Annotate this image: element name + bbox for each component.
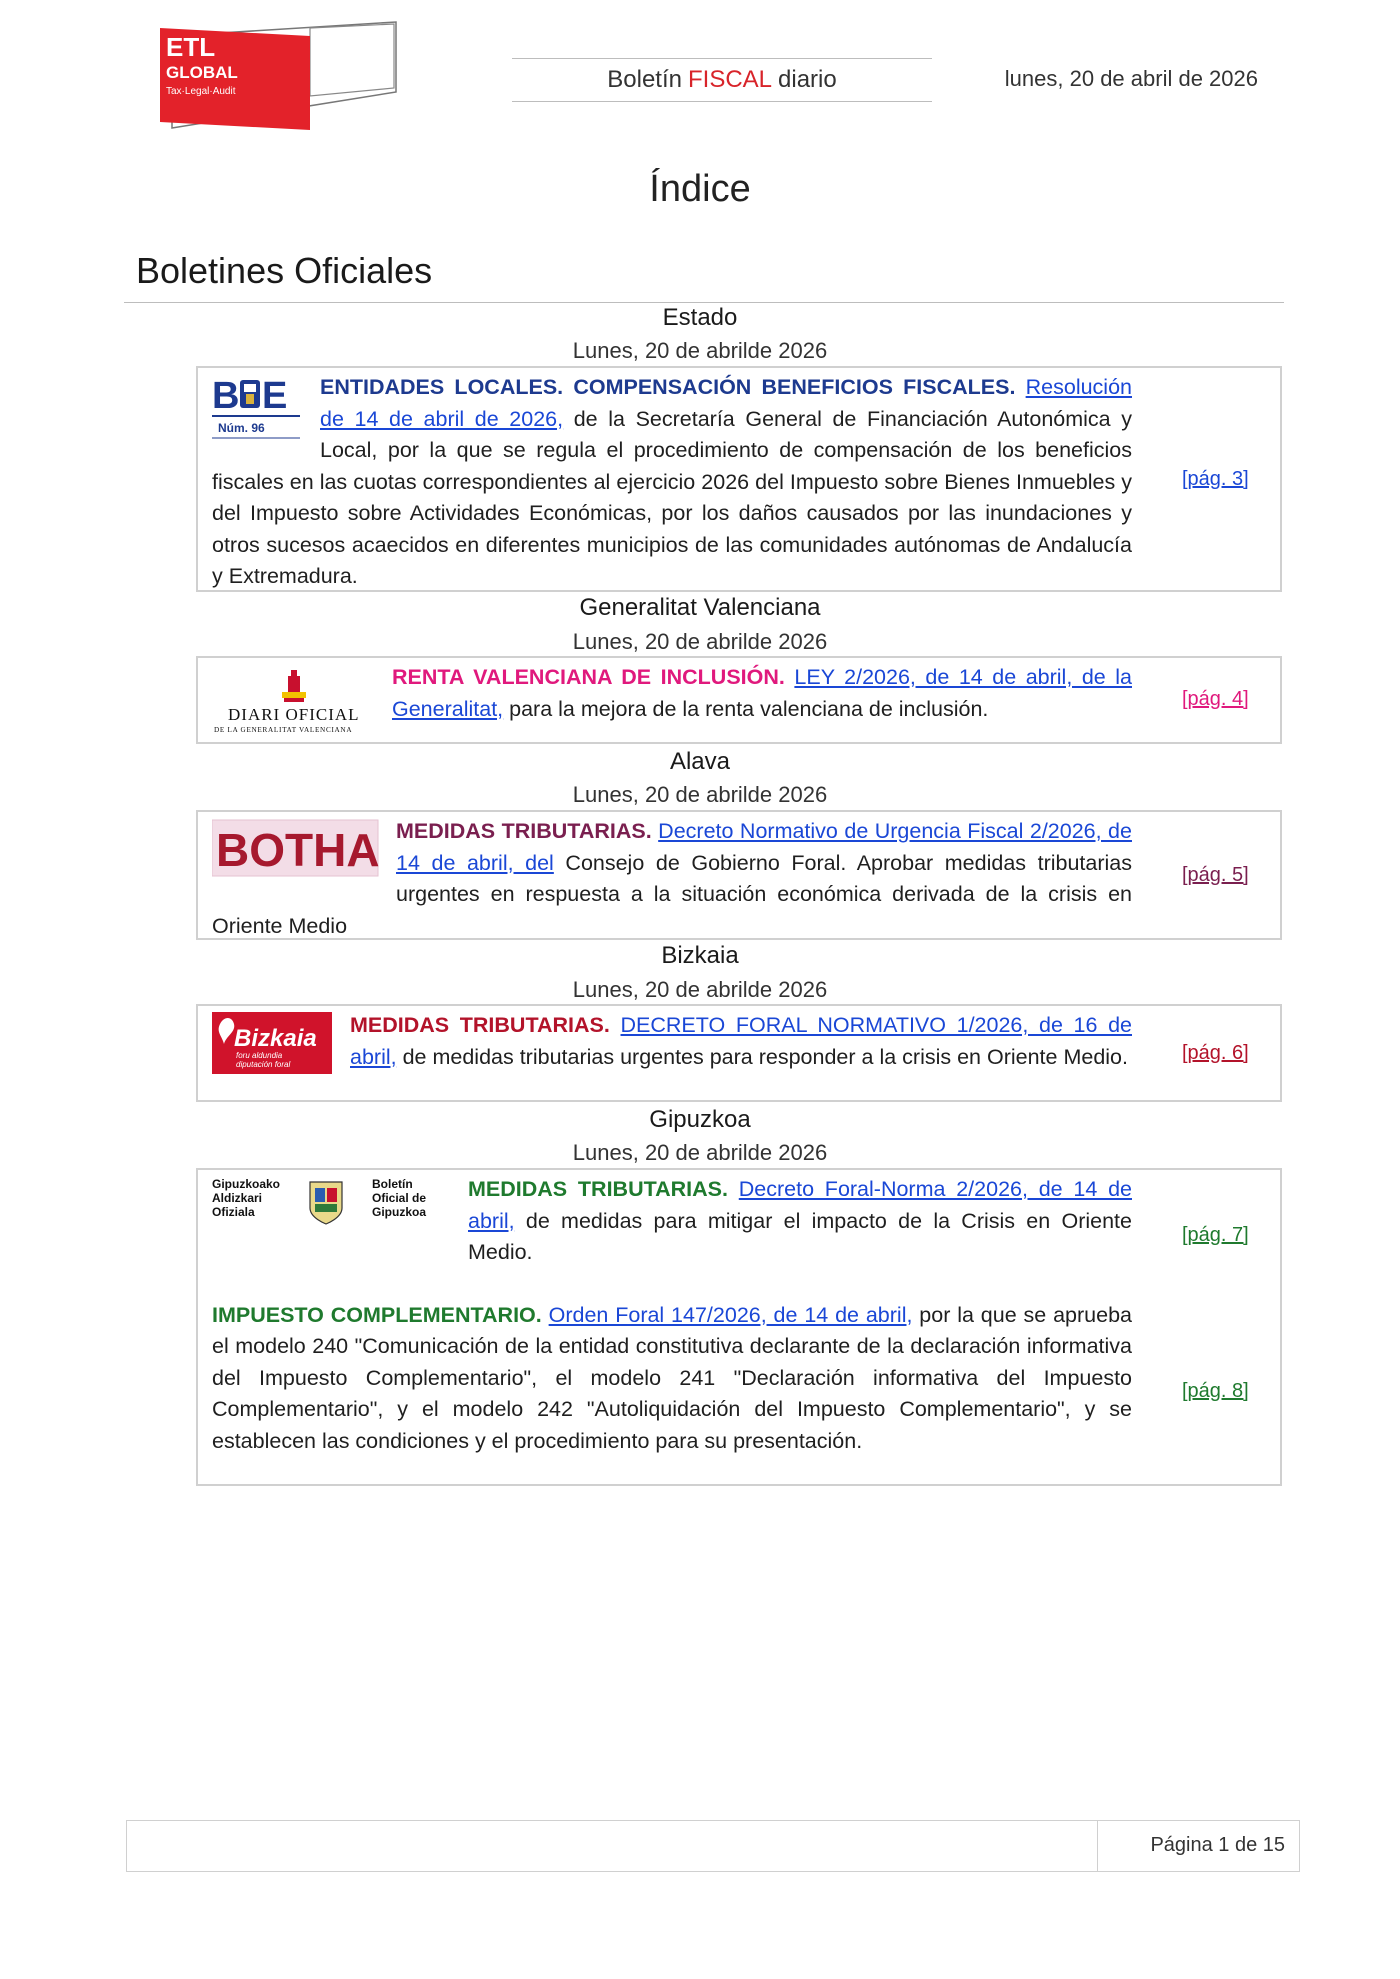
footer-page-number: Página 1 de 15 <box>1150 1834 1285 1856</box>
bizkaia-logo-sub2: diputación foral <box>236 1060 291 1069</box>
index-title: Índice <box>649 168 751 210</box>
svg-text:E: E <box>262 375 288 417</box>
region-heading-alava: Alava <box>669 748 731 775</box>
entry-heading-gipuzkoa-2: IMPUESTO COMPLEMENTARIO. <box>212 1302 542 1327</box>
entry-heading-estado: ENTIDADES LOCALES. COMPENSACIÓN BENEFICIOS FISCALES. <box>320 375 1016 399</box>
bog-logo-left-1: Gipuzkoako <box>212 1177 281 1191</box>
region-heading-bizkaia: Bizkaia <box>661 942 739 969</box>
bulletin-title-accent: FISCAL <box>687 66 773 93</box>
entry-date-alava: Lunes, 20 de abrilde 2026 <box>572 782 828 807</box>
entry-text-estado: de la Secretaría General de Financiación Autonómica y Local, por la que se regula el procedimiento de compensación de los beneficios fiscales en las cuotas correspondientes al ejercicio 2026 del Impuesto sobre Bienes Inmuebles y del Impuesto sobre Actividades Económicas, por los daños causados por las inundaciones y otros sucesos acaecidos en diferentes municipios de las comunidades autónomas de Andalucía y Extremadura. <box>212 406 1132 588</box>
entry-box-valenciana <box>196 656 1282 744</box>
logo-etl-text: ETL <box>166 32 216 62</box>
dogv-logo <box>212 662 376 746</box>
entry-text-alava: Consejo de Gobierno Foral. Aprobar medidas tributarias urgentes en respuesta a la situación económica derivada de la crisis en Oriente Medio <box>212 850 1133 938</box>
entry-box-bizkaia <box>196 1004 1282 1102</box>
page-ref-estado[interactable]: [pág. 3] <box>1182 468 1249 490</box>
entry-box-gipuzkoa <box>196 1168 1282 1486</box>
entry-heading-bizkaia: MEDIDAS TRIBUTARIAS. <box>350 1013 610 1037</box>
entry-heading-valenciana: RENTA VALENCIANA DE INCLUSIÓN. <box>392 665 785 689</box>
bizkaia-logo <box>212 1010 334 1086</box>
entry-text-valenciana: para la mejora de la renta valenciana de inclusión. <box>503 696 989 721</box>
entry-link-valenciana[interactable]: LEY 2/2026, de 14 de abril, de la Generalitat, <box>392 665 1132 721</box>
page-ref-alava[interactable]: [pág. 5] <box>1182 864 1249 886</box>
logo-tagline-text: Tax·Legal·Audit <box>166 86 236 97</box>
region-heading-estado: Estado <box>662 304 738 331</box>
bog-logo-left-2: Aldizkari <box>212 1191 263 1205</box>
entry-date-valenciana: Lunes, 20 de abrilde 2026 <box>572 629 828 654</box>
entry-date-bizkaia: Lunes, 20 de abrilde 2026 <box>572 977 828 1002</box>
region-heading-valenciana: Generalitat Valenciana <box>579 594 821 621</box>
entry-link-estado[interactable]: Resolución de 14 de abril de 2026, <box>320 375 1132 431</box>
bog-logo-left-3: Ofiziala <box>212 1205 255 1219</box>
page-ref-valenciana[interactable]: [pág. 4] <box>1182 688 1249 710</box>
entry-date-gipuzkoa: Lunes, 20 de abrilde 2026 <box>572 1140 828 1165</box>
bizkaia-logo-sub1: foru aldundia <box>236 1051 283 1060</box>
bulletin-title-post: diario <box>778 66 837 93</box>
botha-logo <box>212 816 380 892</box>
botha-logo-text: BOTHA <box>216 824 380 876</box>
header-date: lunes, 20 de abril de 2026 <box>1004 66 1258 91</box>
entry-link-alava[interactable]: Decreto Normativo de Urgencia Fiscal 2/2026, de 14 de abril, del <box>396 819 1132 875</box>
dogv-logo-sub: DE LA GENERALITAT VALENCIANA <box>214 726 353 734</box>
bog-logo-right-3: Gipuzkoa <box>372 1205 427 1219</box>
section-title: Boletines Oficiales <box>136 250 433 291</box>
footer-divider <box>1097 1821 1098 1871</box>
boe-logo <box>212 372 304 456</box>
entry-text-gipuzkoa-2: por la que se aprueba el modelo 240 "Comunicación de la entidad constitutiva declarante de la declaración informativa del Impuesto Complementario", el modelo 241 "Declaración informativa del Impuesto Complementario", y el modelo 242 "Autoliquidación del Impuesto Complementario", y se establecen las condiciones y el procedimiento para su presentación. <box>212 1302 1132 1453</box>
bog-logo-right-1: Boletín <box>372 1177 413 1191</box>
section-divider <box>124 302 1284 303</box>
page-ref-gipuzkoa-1[interactable]: [pág. 7] <box>1182 1224 1249 1246</box>
entry-box-estado <box>196 366 1282 592</box>
entry-box-alava <box>196 810 1282 940</box>
etl-global-logo <box>160 18 400 130</box>
page-ref-gipuzkoa-2[interactable]: [pág. 8] <box>1182 1380 1249 1402</box>
logo-global-text: GLOBAL <box>166 63 238 82</box>
entry-heading-gipuzkoa-1: MEDIDAS TRIBUTARIAS. <box>468 1177 728 1201</box>
svg-text:B: B <box>212 375 239 417</box>
dogv-logo-name: DIARI OFICIAL <box>228 705 360 724</box>
bizkaia-logo-text: Bizkaia <box>234 1025 317 1052</box>
bog-logo-right-2: Oficial de <box>372 1191 427 1205</box>
entry-date-estado: Lunes, 20 de abrilde 2026 <box>572 338 828 363</box>
entry-link-gipuzkoa-2[interactable]: Orden Foral 147/2026, de 14 de abril, <box>548 1302 913 1327</box>
entry-link-gipuzkoa-1[interactable]: Decreto Foral-Norma 2/2026, de 14 de abril, <box>468 1177 1132 1233</box>
bulletin-title-pre: Boletín <box>607 66 682 93</box>
entry-text-bizkaia: de medidas tributarias urgentes para responder a la crisis en Oriente Medio. <box>396 1044 1128 1069</box>
entry-heading-alava: MEDIDAS TRIBUTARIAS. <box>396 819 652 843</box>
boe-logo-number: Núm. 96 <box>218 421 265 435</box>
bulletin-title <box>512 58 932 102</box>
entry-link-bizkaia[interactable]: DECRETO FORAL NORMATIVO 1/2026, de 16 de abril, <box>350 1013 1132 1069</box>
footer <box>126 1820 1300 1872</box>
page-ref-bizkaia[interactable]: [pág. 6] <box>1182 1042 1249 1064</box>
entry-text-gipuzkoa-1: de medidas para mitigar el impacto de la Crisis en Oriente Medio. <box>468 1208 1132 1264</box>
region-heading-gipuzkoa: Gipuzkoa <box>649 1106 751 1133</box>
bog-logo <box>212 1174 452 1240</box>
